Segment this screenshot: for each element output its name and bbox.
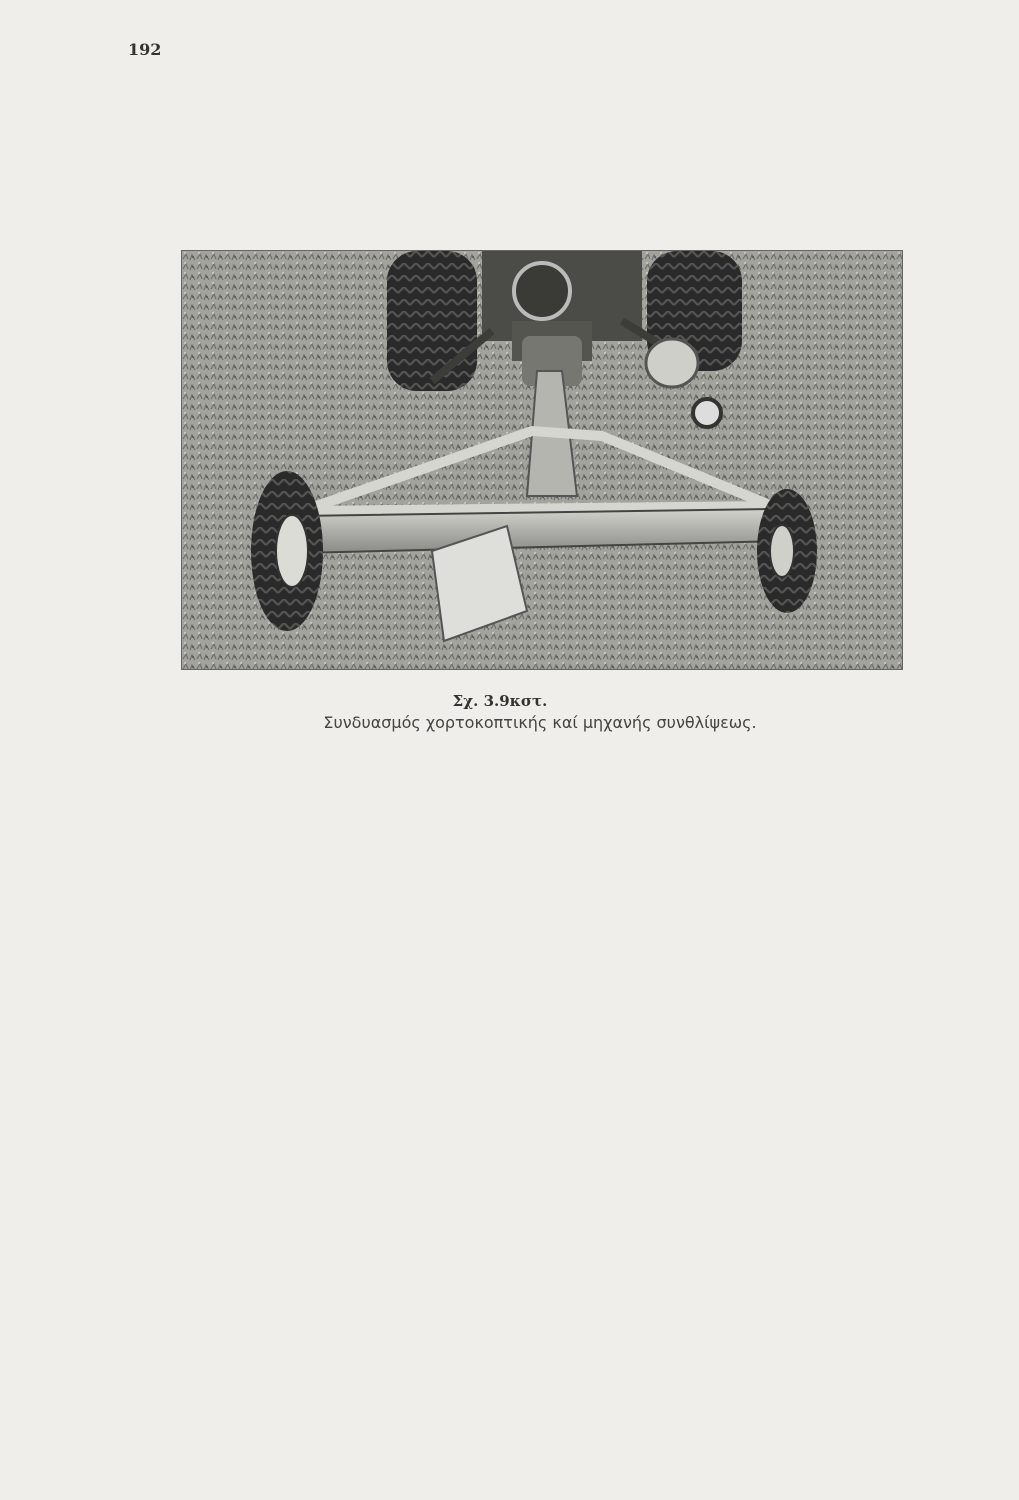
figure-number: Σχ. 3.9κστ. [452,692,548,710]
figure-caption: Συνδυασμός χορτοκοπτικής καί μηχανής συνθλίψεως. [323,713,757,732]
small-wheel-right [693,399,721,427]
figure-photo-mower-conditioner [181,250,903,670]
page-number: 192 [128,40,162,59]
drive-disc [646,339,698,387]
tractor-left-tyre [387,251,477,391]
